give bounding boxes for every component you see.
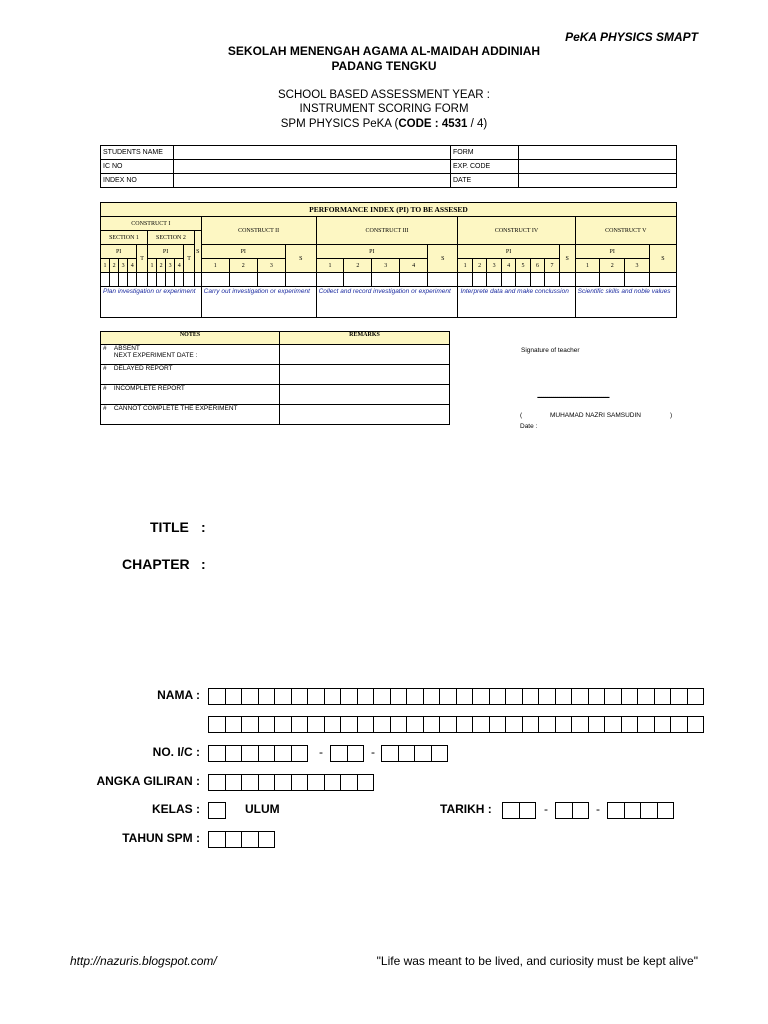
pi-number: 3 bbox=[257, 259, 285, 273]
index-no-field[interactable] bbox=[174, 174, 451, 188]
pi-number: 3 bbox=[119, 259, 128, 273]
construct-5-s: S bbox=[649, 245, 676, 273]
construct-3-header: CONSTRUCT III bbox=[316, 217, 458, 245]
ic-dash: - bbox=[319, 745, 323, 759]
pi-number: 3 bbox=[372, 259, 400, 273]
signature-close: ) bbox=[670, 412, 673, 419]
construct-1-s: S bbox=[194, 231, 201, 273]
pi-number: 2 bbox=[157, 259, 166, 273]
students-name-field[interactable] bbox=[174, 146, 451, 160]
pi-number: 4 bbox=[128, 259, 137, 273]
construct-1-description: Plan investigation or experiment bbox=[101, 287, 202, 318]
performance-title: PERFORMANCE INDEX (PI) TO BE ASSESED bbox=[101, 203, 677, 217]
tarikh-label: TARIKH : bbox=[440, 802, 492, 816]
title-label: TITLE bbox=[150, 519, 189, 535]
title-colon: : bbox=[201, 519, 206, 535]
pi-number: 1 bbox=[575, 259, 600, 273]
pi-number: 5 bbox=[516, 259, 530, 273]
performance-index-table bbox=[100, 202, 677, 318]
chapter-label: CHAPTER bbox=[122, 556, 190, 572]
kelas-box[interactable] bbox=[209, 802, 226, 819]
pi-label: PI bbox=[575, 245, 649, 259]
nama-label: NAMA : bbox=[157, 688, 200, 702]
exp-code-label: EXP. CODE bbox=[451, 160, 519, 174]
construct-1-header: CONSTRUCT I bbox=[101, 217, 202, 231]
code-line: SPM PHYSICS PeKA (CODE : 4531 / 4) bbox=[280, 118, 488, 130]
pi-number: 2 bbox=[229, 259, 257, 273]
nama-boxes-row-2[interactable] bbox=[209, 716, 704, 733]
assessment-year: SCHOOL BASED ASSESSMENT YEAR : bbox=[278, 89, 490, 101]
ic-boxes-part-1[interactable] bbox=[209, 745, 308, 762]
teacher-name: MUHAMAD NAZRI SAMSUDIN bbox=[550, 412, 642, 419]
school-name: SEKOLAH MENENGAH AGAMA AL-MAIDAH ADDINIAH bbox=[227, 44, 541, 58]
ic-boxes-part-3[interactable] bbox=[382, 745, 448, 762]
construct-3-s: S bbox=[428, 245, 458, 273]
pi-number: 2 bbox=[600, 259, 625, 273]
pi-number: 3 bbox=[625, 259, 650, 273]
tahun-spm-label: TAHUN SPM : bbox=[122, 831, 200, 845]
tarikh-month-boxes[interactable] bbox=[556, 802, 589, 819]
remark-absent[interactable] bbox=[280, 345, 450, 365]
tahun-spm-boxes[interactable] bbox=[209, 831, 275, 848]
signature-label: Signature of teacher bbox=[521, 347, 580, 354]
date-label: DATE bbox=[451, 174, 519, 188]
tarikh-day-boxes[interactable] bbox=[503, 802, 536, 819]
pi-number: 4 bbox=[501, 259, 515, 273]
remark-incomplete[interactable] bbox=[280, 385, 450, 405]
pi-number: 2 bbox=[110, 259, 119, 273]
pi-number: 1 bbox=[147, 259, 156, 273]
note-delayed: # DELAYED REPORT bbox=[101, 365, 280, 385]
tarikh-year-boxes[interactable] bbox=[608, 802, 674, 819]
chapter-colon: : bbox=[201, 556, 206, 572]
ic-boxes-part-2[interactable] bbox=[331, 745, 364, 762]
pi-number: 3 bbox=[487, 259, 501, 273]
score-row bbox=[101, 273, 677, 287]
construct-2-header: CONSTRUCT II bbox=[201, 217, 316, 245]
ic-no-label: IC NO bbox=[101, 160, 174, 174]
footer-url[interactable]: http://nazuris.blogspot.com/ bbox=[70, 954, 217, 968]
construct-4-header: CONSTRUCT IV bbox=[458, 217, 575, 245]
pi-number: 7 bbox=[545, 259, 559, 273]
pi-number: 4 bbox=[400, 259, 428, 273]
pi-number: 6 bbox=[530, 259, 544, 273]
section-2-t: T bbox=[184, 245, 195, 273]
pi-label: PI bbox=[458, 245, 559, 259]
construct-4-description: Interprete data and make conclussion bbox=[458, 287, 575, 318]
signature-line: ------------------------------------ bbox=[537, 392, 609, 402]
construct-5-description: Scientific skills and noble values bbox=[575, 287, 676, 318]
construct-2-description: Carry out investigation or experiment bbox=[201, 287, 316, 318]
ic-dash: - bbox=[371, 745, 375, 759]
school-location: PADANG TENGKU bbox=[331, 59, 437, 73]
pi-number: 2 bbox=[472, 259, 486, 273]
form-label: FORM bbox=[451, 146, 519, 160]
notes-table bbox=[100, 331, 450, 425]
tarikh-dash: - bbox=[596, 802, 600, 816]
kelas-value: ULUM bbox=[245, 802, 280, 816]
pi-label: PI bbox=[316, 245, 427, 259]
footer-quote: "Life was meant to be lived, and curiosity must be kept alive" bbox=[376, 954, 698, 968]
note-cannot-complete: # CANNOT COMPLETE THE EXPERIMENT bbox=[101, 405, 280, 425]
remarks-header: REMARKS bbox=[280, 332, 450, 345]
pi-number: 1 bbox=[316, 259, 344, 273]
nama-boxes-row-1[interactable] bbox=[209, 688, 704, 705]
section-1-t: T bbox=[137, 245, 148, 273]
student-info-table bbox=[100, 145, 677, 188]
pi-number: 4 bbox=[175, 259, 184, 273]
date-field[interactable] bbox=[519, 174, 677, 188]
kelas-label: KELAS : bbox=[152, 802, 200, 816]
exp-code-field[interactable] bbox=[519, 160, 677, 174]
ic-no-field[interactable] bbox=[174, 160, 451, 174]
construct-3-description: Collect and record investigation or experiment bbox=[316, 287, 458, 318]
pi-number: 2 bbox=[344, 259, 372, 273]
pi-label: PI bbox=[101, 245, 137, 259]
section-2-header: SECTION 2 bbox=[147, 231, 194, 245]
signature-date: Date : bbox=[520, 423, 538, 430]
note-incomplete: # INCOMPLETE REPORT bbox=[101, 385, 280, 405]
ic-label: NO. I/C : bbox=[152, 745, 200, 759]
remark-delayed[interactable] bbox=[280, 365, 450, 385]
note-absent: # ABSENT NEXT EXPERIMENT DATE : bbox=[101, 345, 280, 365]
angka-giliran-boxes[interactable] bbox=[209, 774, 374, 791]
angka-giliran-label: ANGKA GILIRAN : bbox=[96, 774, 200, 788]
index-no-label: INDEX NO bbox=[101, 174, 174, 188]
construct-5-header: CONSTRUCT V bbox=[575, 217, 676, 245]
form-title: INSTRUMENT SCORING FORM bbox=[299, 103, 469, 115]
header-tag: PeKA PHYSICS SMAPT bbox=[565, 30, 698, 44]
pi-number: 3 bbox=[166, 259, 175, 273]
section-1-header: SECTION 1 bbox=[101, 231, 148, 245]
pi-number: 1 bbox=[458, 259, 472, 273]
pi-number: 1 bbox=[201, 259, 229, 273]
pi-number: 1 bbox=[101, 259, 110, 273]
remark-cannot-complete[interactable] bbox=[280, 405, 450, 425]
construct-4-s: S bbox=[559, 245, 575, 273]
notes-header: NOTES bbox=[101, 332, 280, 345]
pi-label: PI bbox=[147, 245, 183, 259]
construct-2-s: S bbox=[285, 245, 316, 273]
form-field[interactable] bbox=[519, 146, 677, 160]
pi-label: PI bbox=[201, 245, 285, 259]
tarikh-dash: - bbox=[544, 802, 548, 816]
students-name-label: STUDENTS NAME bbox=[101, 146, 174, 160]
signature-open: ( bbox=[520, 412, 523, 419]
